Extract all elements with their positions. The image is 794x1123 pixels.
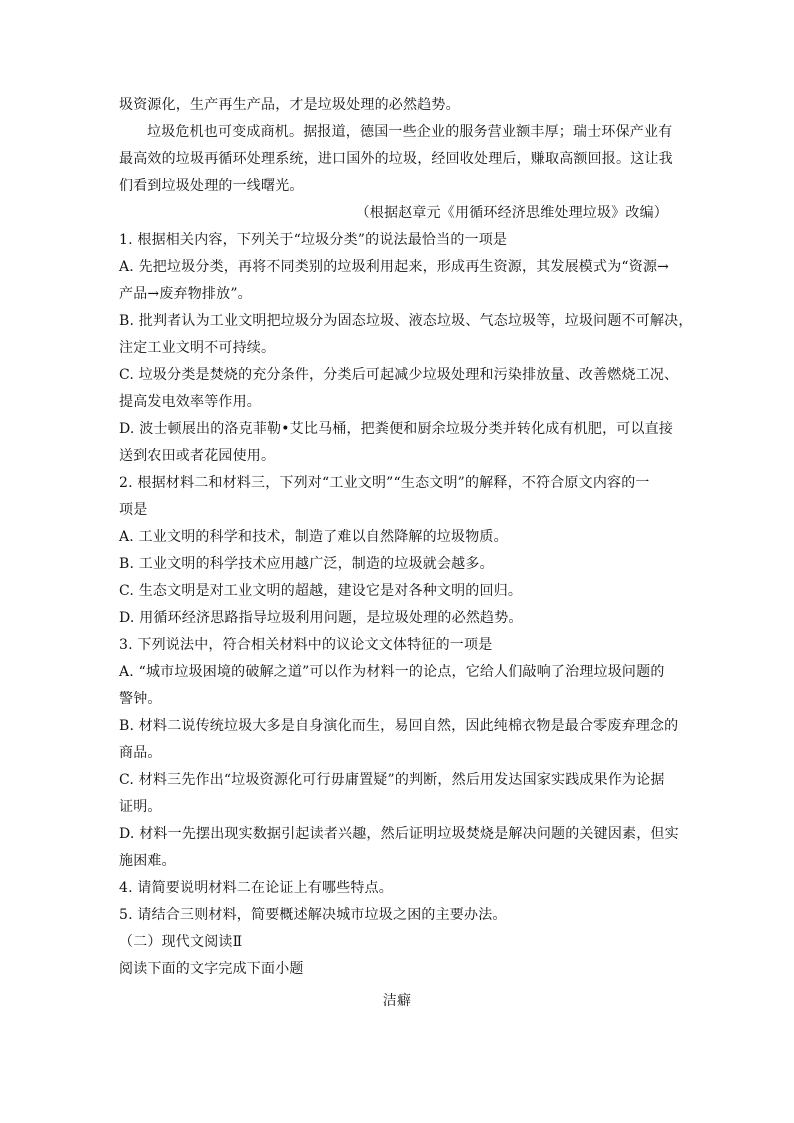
option-a-cont: 警钟。 bbox=[119, 691, 162, 707]
option-a: A. 先把垃圾分类，再将不同类别的垃圾利用起来，形成再生资源，其发展模式为“资源→ bbox=[119, 259, 670, 275]
option-b: B. 材料二说传统垃圾大多是自身演化而生，易回自然，因此纯棉衣物是最合零废弃理念的 bbox=[119, 718, 679, 734]
option-a: A. “城市垃圾困境的破解之道”可以作为材料一的论点，它给人们敲响了治理垃圾问题的 bbox=[119, 664, 665, 680]
option-a: A. 工业文明的科学和技术，制造了难以自然降解的垃圾物质。 bbox=[119, 529, 508, 545]
passage-line: 圾资源化，生产再生产品，才是垃圾处理的必然趋势。 bbox=[119, 97, 460, 113]
option-b: B. 批判者认为工业文明把垃圾分为固态垃圾、液态垃圾、气态垃圾等，垃圾问题不可解决， bbox=[119, 313, 693, 329]
section-instruction: 阅读下面的文字完成下面小题 bbox=[119, 961, 304, 977]
option-d: D. 用循环经济思路指导垃圾利用问题，是垃圾处理的必然趋势。 bbox=[119, 610, 523, 626]
article-title: 洁癖 bbox=[382, 993, 412, 1009]
option-b: B. 工业文明的科学技术应用越广泛，制造的垃圾就会越多。 bbox=[119, 556, 494, 572]
question-stem: 5. 请结合三则材料，简要概述解决城市垃圾之困的主要办法。 bbox=[119, 907, 507, 923]
question-stem: 2. 根据材料二和材料三，下列对“工业文明”“生态文明”的解释，不符合原文内容的一 bbox=[119, 475, 650, 491]
option-d: D. 波士顿展出的洛克菲勒•艾比马桶，把粪便和厨余垃圾分类并转化成有机肥，可以直接 bbox=[119, 421, 674, 437]
option-c-cont: 证明。 bbox=[119, 799, 162, 815]
option-c: C. 材料三先作出“垃圾资源化可行毋庸置疑”的判断，然后用发达国家实践成果作为论据 bbox=[119, 772, 665, 788]
option-c: C. 垃圾分类是焚烧的充分条件，分类后可起减少垃圾处理和污染排放量、改善燃烧工况、 bbox=[119, 367, 679, 383]
option-b-cont: 注定工业文明不可持续。 bbox=[119, 340, 276, 356]
question-stem: 3. 下列说法中，符合相关材料中的议论文文体特征的一项是 bbox=[119, 637, 493, 653]
passage-line: 垃圾危机也可变成商机。据报道，德国一些企业的服务营业额丰厚；瑞士环保产业有 bbox=[147, 124, 673, 140]
passage-line: 最高效的垃圾再循环处理系统，进口国外的垃圾，经回收处理后，赚取高额回报。这让我 bbox=[119, 151, 673, 167]
source-citation: （根据赵章元《用循环经济思维处理垃圾》改编） bbox=[355, 205, 668, 221]
passage-line: 们看到垃圾处理的一线曙光。 bbox=[119, 178, 304, 194]
question-stem: 4. 请简要说明材料二在论证上有哪些特点。 bbox=[119, 880, 394, 896]
option-d: D. 材料一先摆出现实数据引起读者兴趣，然后证明垃圾焚烧是解决问题的关键因素，但实 bbox=[119, 826, 679, 842]
option-d-cont: 施困难。 bbox=[119, 853, 176, 869]
option-a-cont: 产品→废弃物排放”。 bbox=[119, 286, 252, 302]
section-heading: （二）现代文阅读Ⅱ bbox=[119, 934, 243, 950]
question-stem: 1. 根据相关内容，下列关于“垃圾分类”的说法最恰当的一项是 bbox=[119, 232, 508, 248]
option-b-cont: 商品。 bbox=[119, 745, 162, 761]
option-c-cont: 提高发电效率等作用。 bbox=[119, 394, 261, 410]
question-stem-cont: 项是 bbox=[119, 502, 148, 518]
option-c: C. 生态文明是对工业文明的超越，建设它是对各种文明的回归。 bbox=[119, 583, 523, 599]
option-d-cont: 送到农田或者花园使用。 bbox=[119, 448, 276, 464]
